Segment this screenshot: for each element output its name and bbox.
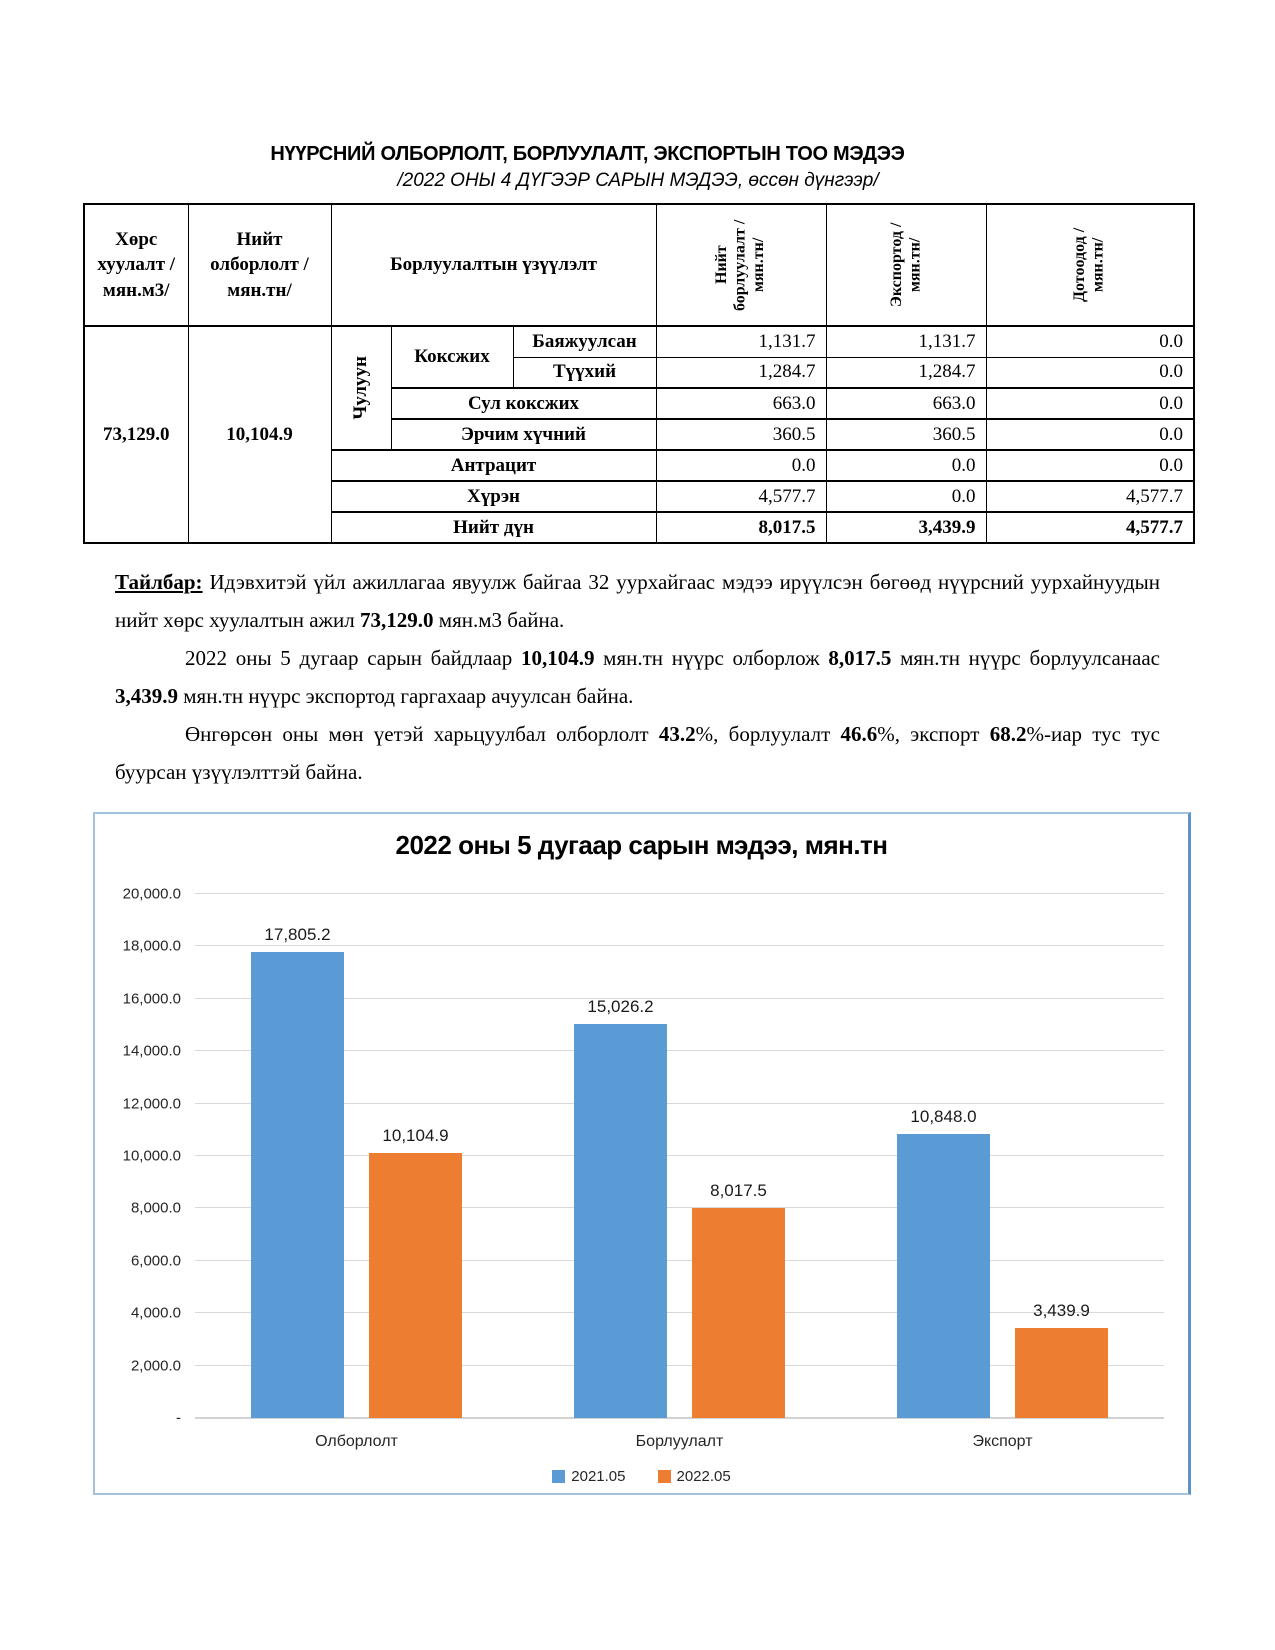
note-text-run: 46.6	[840, 722, 878, 746]
chart-title: 2022 оны 5 дугаар сарын мэдээ, мян.тн	[395, 830, 888, 860]
cell-total: 1,284.7	[656, 357, 826, 388]
chart-bar	[369, 1126, 462, 1418]
mining-total-value: 10,104.9	[188, 326, 331, 543]
note-paragraph-3	[115, 715, 1160, 791]
chart-bar	[692, 1180, 785, 1418]
coal-group-cell	[331, 326, 391, 450]
y-tick-label: 18,000.0	[122, 937, 181, 955]
note-text-run: Тайлбар:	[115, 570, 203, 594]
bar-groups	[195, 894, 1164, 1418]
y-tick-label: 6,000.0	[130, 1252, 181, 1270]
cell-domestic: 0.0	[986, 388, 1194, 419]
row-label: Баяжуулсан	[513, 326, 656, 357]
note-text-run: мян.тн нүүрс олборлож	[594, 646, 829, 670]
row-label: Түүхий	[513, 357, 656, 388]
row-label: Антрацит	[331, 450, 656, 481]
note-text-run: 73,129.0	[360, 608, 434, 632]
chart-bar	[251, 924, 344, 1418]
bar-group	[841, 894, 1164, 1418]
legend-item	[658, 1468, 731, 1485]
page-subtitle: /2022 ОНЫ 4 ДҮГЭЭР САРЫН МЭДЭЭ, өссөн дүнгээр/	[397, 170, 879, 191]
note-text-run: мян.тн нүүрс борлуулсанаас	[891, 646, 1160, 670]
bar-value-label: 8,017.5	[710, 1180, 767, 1200]
note-text-run: Өнгөрсөн оны мөн үетэй харьцуулбал олборлолт	[185, 722, 659, 746]
y-axis	[95, 885, 195, 1427]
cell-total: 0.0	[656, 450, 826, 481]
header-export	[826, 204, 986, 326]
cell-export: 3,439.9	[826, 512, 986, 543]
coal-stats-table	[83, 203, 1195, 544]
cell-export: 0.0	[826, 450, 986, 481]
table-header-row	[84, 204, 1194, 326]
bar-value-label: 3,439.9	[1033, 1300, 1090, 1320]
cell-total: 663.0	[656, 388, 826, 419]
total-row-label: Нийт дүн	[331, 512, 656, 543]
category-label: Олборлолт	[315, 1433, 398, 1450]
cell-domestic: 4,577.7	[986, 481, 1194, 512]
note-text-run: %, борлуулалт	[695, 722, 841, 746]
bar-chart	[93, 812, 1191, 1495]
header-domestic	[986, 204, 1194, 326]
cell-export: 1,131.7	[826, 326, 986, 357]
bar-value-label: 15,026.2	[587, 997, 654, 1017]
stripping-total-value: 73,129.0	[84, 326, 188, 543]
header-sales-indicator: Борлуулалтын үзүүлэлт	[331, 204, 656, 326]
x-axis-labels	[195, 1433, 1164, 1451]
y-tick-label: 16,000.0	[122, 990, 181, 1008]
y-tick-label: 4,000.0	[130, 1304, 181, 1322]
bar-value-label: 10,848.0	[910, 1106, 977, 1126]
legend-label: 2021.05	[571, 1468, 626, 1485]
table-row	[84, 326, 1194, 357]
cell-domestic: 0.0	[986, 450, 1194, 481]
cell-export: 360.5	[826, 419, 986, 450]
category-label: Борлуулалт	[635, 1433, 724, 1450]
note-text-run: 43.2	[658, 722, 696, 746]
y-tick-label: 8,000.0	[130, 1199, 181, 1217]
note-text-run: %-иар тус тус буурсан үзүүлэлттэй байна.	[115, 722, 1160, 784]
legend-item	[552, 1468, 625, 1485]
page-title: НҮҮРСНИЙ ОЛБОРЛОЛТ, БОРЛУУЛАЛТ, ЭКСПОРТЫН ТОО МЭДЭЭ	[270, 143, 905, 165]
note-text-run: мян.тн нүүрс экспортод гаргахаар ачуулсан байна.	[178, 684, 634, 708]
coal-group-label: Чулуун	[350, 356, 372, 420]
cell-domestic: 4,577.7	[986, 512, 1194, 543]
note-text-run: мян.м3 байна.	[433, 608, 565, 632]
bar-group	[518, 894, 841, 1418]
row-label: Сул коксжих	[391, 388, 656, 419]
cell-domestic: 0.0	[986, 357, 1194, 388]
note-text-run: 68.2	[989, 722, 1027, 746]
cell-export: 1,284.7	[826, 357, 986, 388]
header-domestic-text: Дотоодод /мян.тн/	[1071, 227, 1107, 303]
category-label: Экспорт	[972, 1433, 1033, 1450]
cell-domestic: 0.0	[986, 419, 1194, 450]
cell-total: 360.5	[656, 419, 826, 450]
legend-swatch	[658, 1470, 671, 1483]
cell-export: 663.0	[826, 388, 986, 419]
bar-value-label: 10,104.9	[382, 1126, 449, 1146]
note-text-run: 2022 оны 5 дугаар сарын байдлаар	[185, 646, 521, 670]
header-total-sales-text: Нийт борлуулалт /мян.тн/	[713, 219, 768, 311]
row-label: Эрчим хүчний	[391, 419, 656, 450]
y-tick-label: 12,000.0	[122, 1095, 181, 1113]
header-export-text: Экспортод /мян.тн/	[887, 222, 924, 308]
bar-value-label: 17,805.2	[264, 924, 331, 944]
y-tick-label: 10,000.0	[122, 1147, 181, 1165]
note-paragraph-1	[115, 563, 1160, 639]
coking-label: Коксжих	[391, 326, 513, 388]
bar-group	[195, 894, 518, 1418]
chart-area	[95, 885, 1188, 1427]
note-text-run: 8,017.5	[828, 646, 892, 670]
note-text-run: Идэвхитэй үйл ажиллагаа явуулж байгаа 32 уурхайгаас мэдээ ирүүлсэн бөгөөд нүүрсний уурхайнуудын нийт хөрс хуулалтын ажил	[115, 570, 1160, 632]
y-tick-label: -	[176, 1409, 181, 1427]
chart-legend	[95, 1468, 1188, 1485]
y-tick-label: 2,000.0	[130, 1357, 181, 1375]
chart-plot	[195, 894, 1164, 1418]
header-stripping: Хөрс хуулалт /мян.м3/	[84, 204, 188, 326]
chart-bar	[897, 1106, 990, 1418]
cell-domestic: 0.0	[986, 326, 1194, 357]
cell-export: 0.0	[826, 481, 986, 512]
cell-total: 1,131.7	[656, 326, 826, 357]
note-text-run: 10,104.9	[520, 646, 595, 670]
notes-section	[115, 563, 1160, 791]
chart-bar	[1015, 1300, 1108, 1418]
note-text-run: %, экспорт	[877, 722, 990, 746]
legend-swatch	[552, 1470, 565, 1483]
row-label: Хүрэн	[331, 481, 656, 512]
cell-total: 8,017.5	[656, 512, 826, 543]
y-tick-label: 14,000.0	[122, 1042, 181, 1060]
y-tick-label: 20,000.0	[122, 885, 181, 903]
header-total-sales	[656, 204, 826, 326]
note-paragraph-2	[115, 639, 1160, 715]
cell-total: 4,577.7	[656, 481, 826, 512]
legend-label: 2022.05	[676, 1468, 731, 1485]
note-text-run: 3,439.9	[115, 684, 178, 708]
header-mining: Нийт олборлолт /мян.тн/	[188, 204, 331, 326]
chart-bar	[574, 997, 667, 1418]
